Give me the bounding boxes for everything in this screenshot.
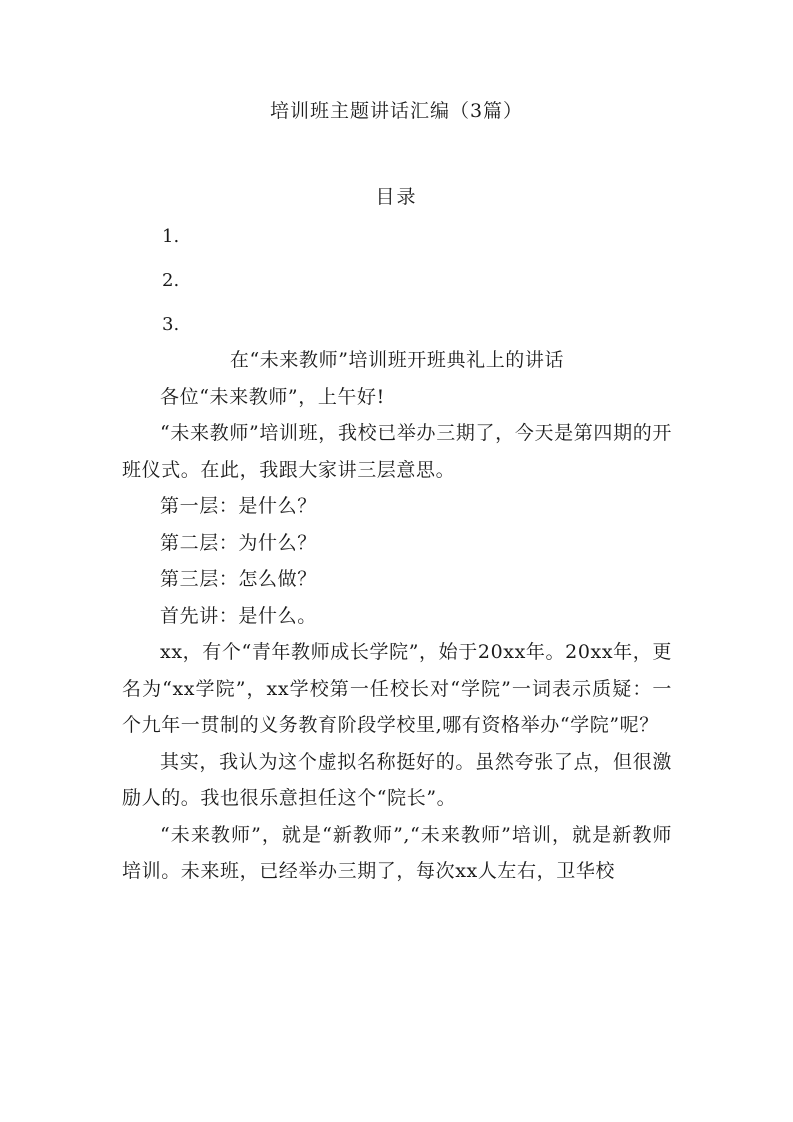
body-paragraph: 第三层：怎么做？	[160, 568, 317, 590]
toc-heading: 目录	[375, 186, 418, 208]
document-body	[122, 342, 672, 890]
body-paragraph: 各位“未来教师”，上午好!	[160, 385, 385, 408]
body-paragraph: “未来教师”，就是“新教师”,“未来教师”培训，就是新教师培训。未来班，已经举办三期了，每次xx人左右，卫华校	[122, 823, 672, 882]
speech-title: 在“未来教师”培训班开班典礼上的讲话	[229, 349, 565, 371]
body-paragraph: 首先讲：是什么。	[160, 604, 317, 627]
body-paragraph: 其实，我认为这个虚拟名称挺好的。虽然夸张了点，但很激励人的。我也很乐意担任这个“院长”。	[122, 750, 672, 809]
body-paragraph: xx，有个“青年教师成长学院”，始于20xx年。20xx年，更名为“xx学院”，xx学校第一任校长对“学院”一词表示质疑：一个九年一贯制的义务教育阶段学校里,哪有资格举办“学院”呢？	[122, 641, 672, 736]
body-paragraph: 第一层：是什么？	[160, 495, 317, 517]
document-title: 培训班主题讲话汇编（3篇）	[269, 100, 524, 122]
table-of-contents	[162, 225, 179, 357]
body-paragraph: “未来教师”培训班，我校已举办三期了，今天是第四期的开班仪式。在此，我跟大家讲三层意思。	[122, 422, 672, 481]
toc-item: 2.	[162, 270, 180, 291]
toc-item: 1.	[162, 226, 180, 247]
toc-item: 3.	[162, 314, 180, 335]
body-paragraph: 第二层：为什么？	[160, 531, 317, 554]
